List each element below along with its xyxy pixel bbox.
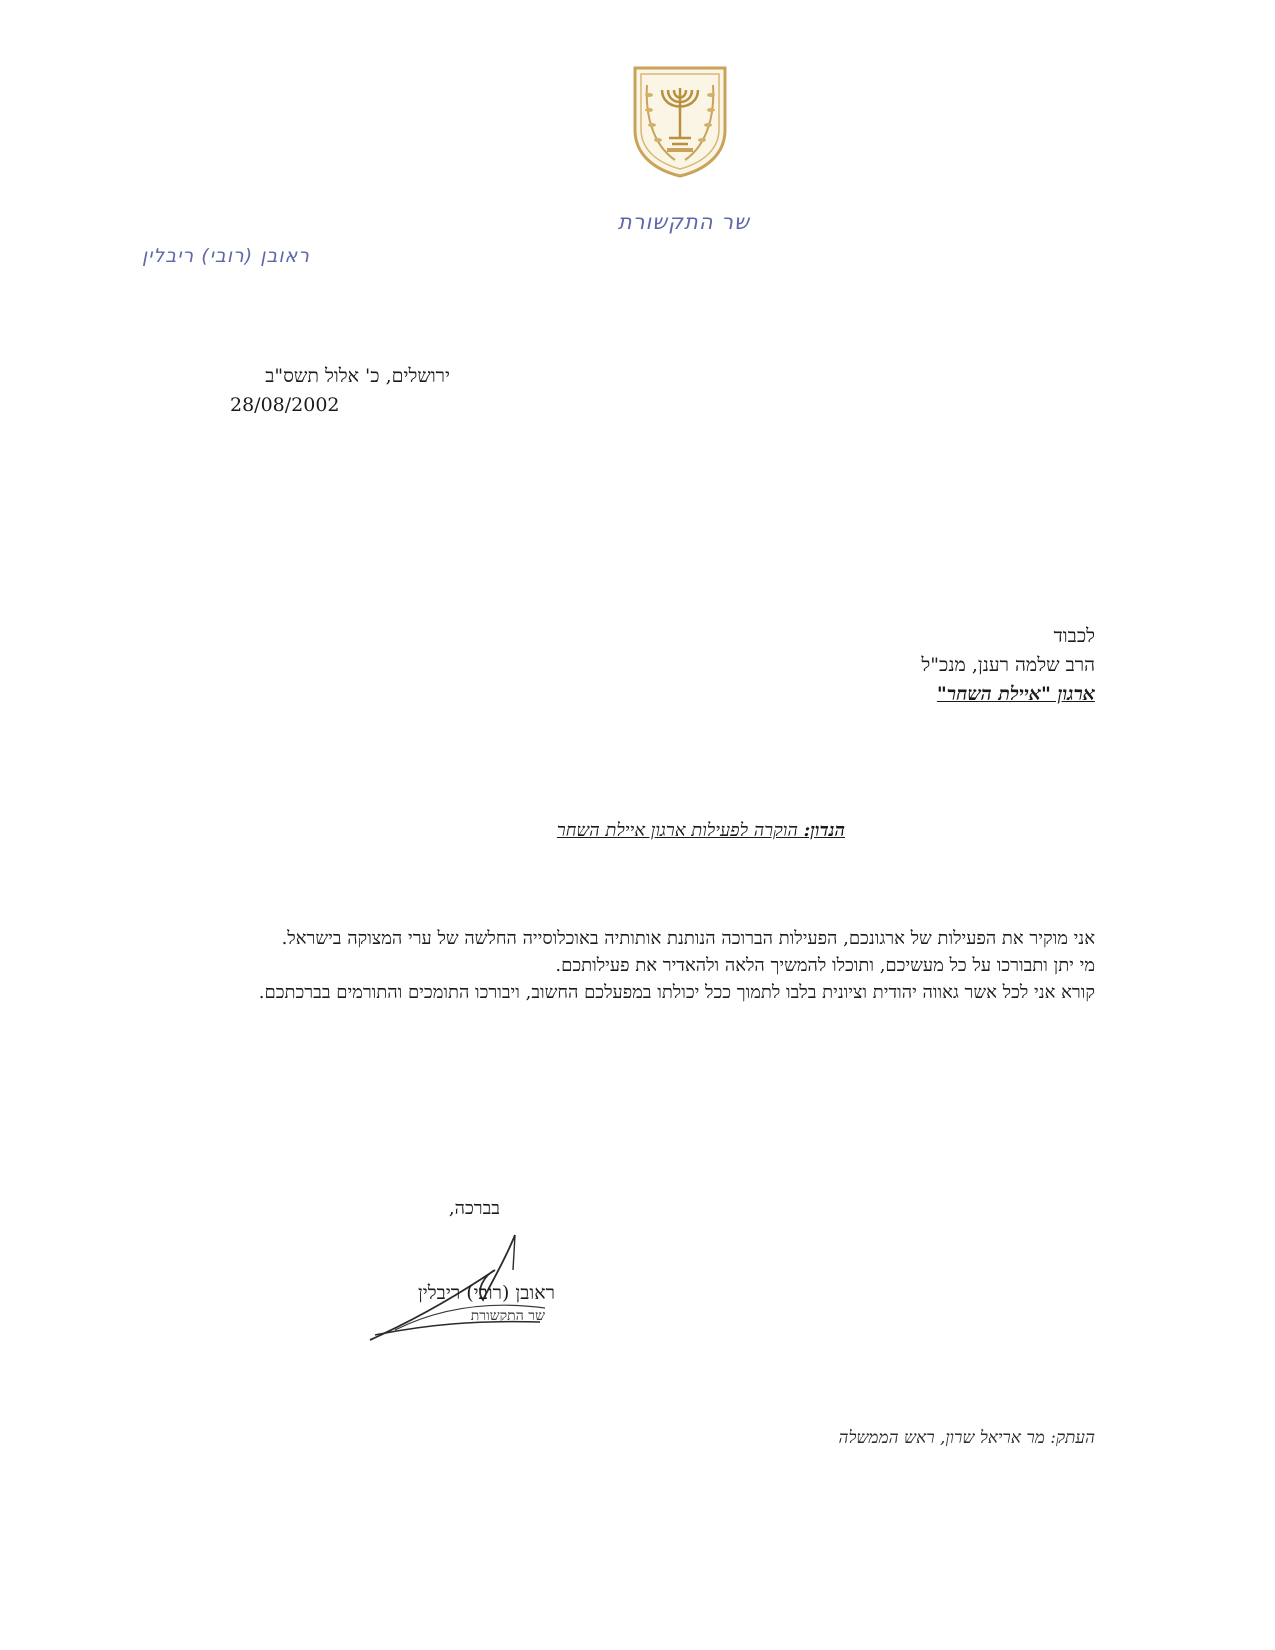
date-block xyxy=(230,362,450,420)
cc-line: העתק: מר אריאל שרון, ראש הממשלה xyxy=(838,1428,1095,1448)
letter-body xyxy=(215,925,1095,1006)
closing-greeting: בברכה, xyxy=(448,1198,500,1219)
body-paragraph-3: קורא אני לכל אשר גאווה יהודית וציונית בלבו לתמוך ככל יכולתו במפעלכם החשוב, ויבורכו התומכים והתורמים בברכתכם. xyxy=(258,982,1095,1003)
date-hebrew: ירושלים, כ' אלול תשס"ב xyxy=(265,365,450,387)
subject-line xyxy=(557,820,845,841)
date-gregorian: 28/08/2002 xyxy=(230,394,340,416)
signature-role: שר התקשורת xyxy=(470,1308,545,1324)
letterhead-name: ראובן (רובי) ריבלין xyxy=(142,245,310,267)
body-paragraph-1: אני מוקיר את הפעילות של ארגונכם, הפעילות הברוכה הנותנת אותותיה באוכלוסייה החלשה של ערי המצוקה בישראל. xyxy=(281,928,1095,949)
state-emblem xyxy=(625,60,735,180)
signature-area xyxy=(365,1230,565,1345)
letterhead-title: שר התקשורת xyxy=(617,210,750,234)
subject-text: הוקרה לפעילות ארגון איילת השחר xyxy=(556,820,798,841)
body-paragraph-2: מי יתן ותבורכו על כל מעשיכם, ותוכלו להמשיך הלאה ולהאדיר את פעילותכם. xyxy=(555,955,1095,976)
recipient-block xyxy=(695,622,1095,709)
recipient-salutation: לכבוד xyxy=(1053,625,1095,647)
signature-name: ראובן (רובי) ריבלין xyxy=(417,1282,555,1304)
recipient-organization: ארגון "איילת השחר" xyxy=(936,683,1095,705)
recipient-name: הרב שלמה רענן, מנכ"ל xyxy=(921,654,1095,676)
state-emblem-menorah-icon xyxy=(625,60,735,180)
subject-label: הנדון: xyxy=(803,820,845,841)
